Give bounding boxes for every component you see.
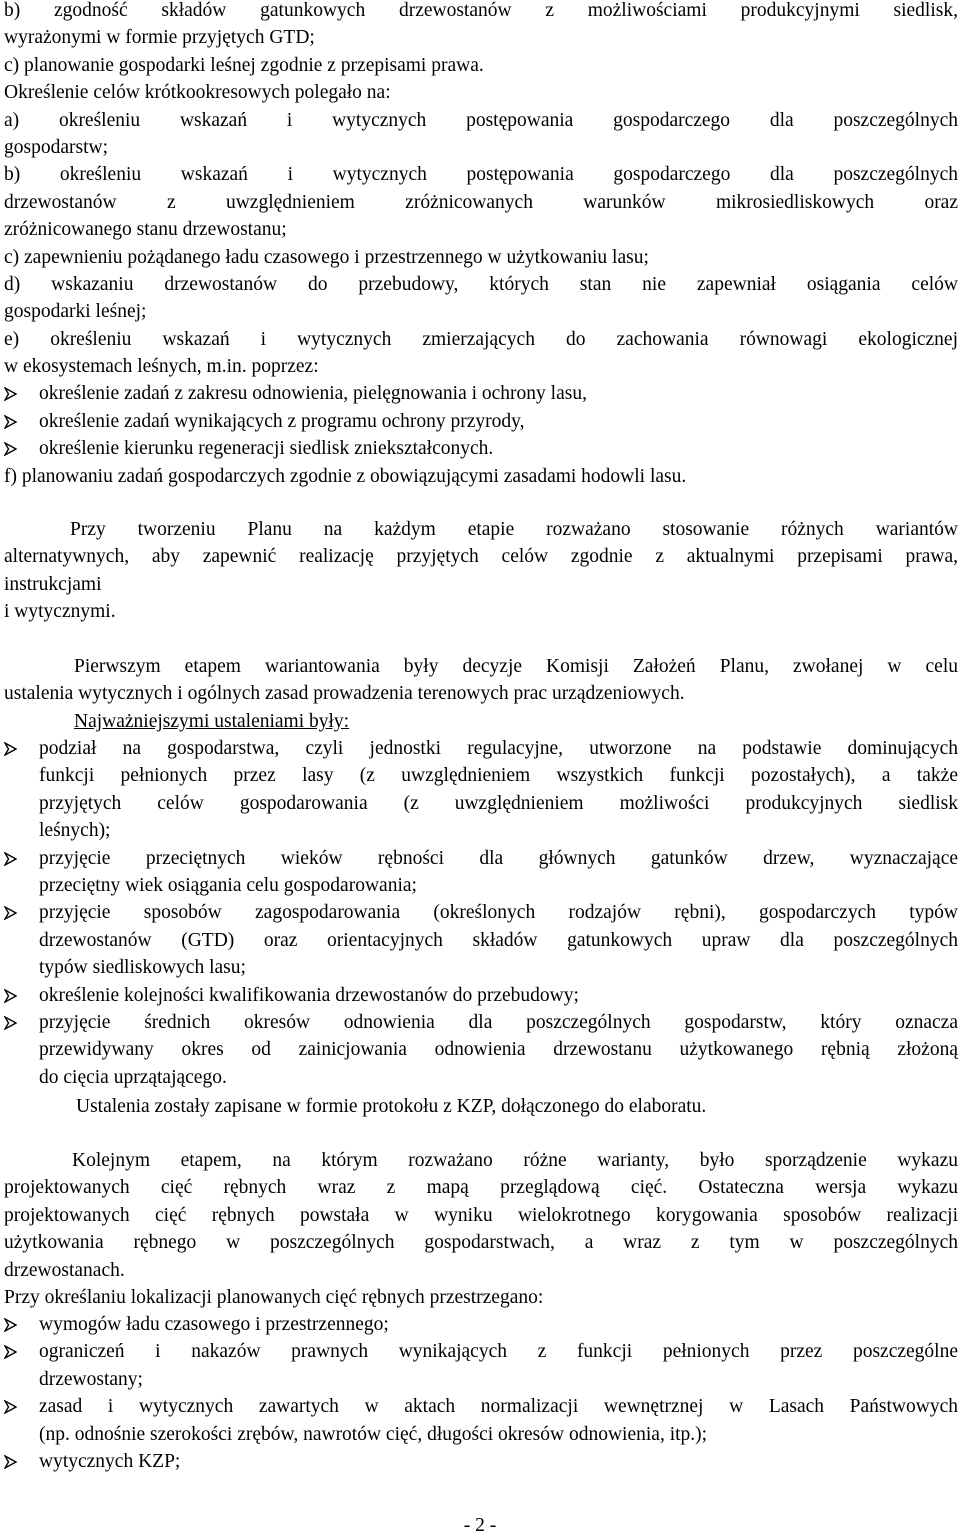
intro-block (4, 0, 958, 490)
list-item-line: do cięcia uprzątającego. (39, 1066, 227, 1088)
text-line: instrukcjami (4, 573, 102, 595)
subheading: Najważniejszymi ustaleniami były: (74, 710, 350, 732)
list-item-line: drzewostany; (39, 1368, 143, 1390)
list-item (4, 735, 958, 845)
text-line: drzewostanach. (4, 1259, 125, 1281)
list-item (4, 1338, 958, 1393)
text-line: Przy tworzeniu Planu na każdym etapie rozważano stosowanie różnych wariantów (70, 519, 958, 540)
list-item-line: (np. odnośnie szerokości zrębów, nawrotów cięć, długości okresów odnowienia, itp.); (39, 1423, 708, 1445)
list-item (4, 845, 958, 900)
list-item (4, 899, 958, 981)
list-item-line: zasad i wytycznych zawartych w aktach normalizacji wewnętrznej w Lasach Państwowych (39, 1396, 958, 1418)
list-item-line: drzewostanów (GTD) oraz orientacyjnych składów gatunkowych upraw dla poszczególnych (39, 929, 958, 951)
bullet-item (4, 435, 958, 462)
bullet-item (4, 380, 958, 407)
list-item (4, 1393, 958, 1448)
text-line: f) planowaniu zadań gospodarczych zgodnie z obowiązującymi zasadami hodowli lasu. (4, 465, 687, 487)
text-line: i wytycznymi. (4, 601, 116, 623)
arrow-bullet-icon (4, 435, 26, 456)
list-item-line: określenie kolejności kwalifikowania drzewostanów do przebudowy; (39, 984, 579, 1006)
text-line: gospodarki leśnej; (4, 301, 147, 323)
list-item-line: przyjęcie sposobów zagospodarowania (określonych rodzajów rębni), gospodarczych typów (39, 902, 958, 924)
text-line: alternatywnych, aby zapewnić realizację przyjętych celów zgodnie z aktualnymi przepisami prawa, (4, 546, 958, 568)
bullet-text: określenie zadań wynikających z programu ochrony przyrody, (39, 410, 525, 432)
list-item-line: leśnych); (39, 820, 111, 842)
text-line: ustalenia wytycznych i ogólnych zasad prowadzenia terenowych prac urządzeniowych. (4, 683, 685, 705)
text-line: wyrażonymi w formie przyjętych GTD; (4, 27, 315, 49)
list-item-line: typów siedliskowych lasu; (39, 957, 246, 979)
arrow-bullet-icon (4, 982, 26, 1003)
text-line: d) wskazaniu drzewostanów do przebudowy, których stan nie zapewniał osiągania celów (4, 273, 958, 295)
protocol-block (4, 1093, 958, 1120)
section-heading: Określenie celów krótkookresowych polegało na: (4, 82, 391, 104)
text-line: c) zapewnieniu pożądanego ładu czasowego i przestrzennego w użytkowaniu lasu; (4, 246, 649, 268)
arrow-bullet-icon (4, 845, 26, 866)
text-line: b) zgodność składów gatunkowych drzewostanów z możliwościami produkcyjnymi siedlisk, (4, 0, 958, 21)
arrow-bullet-icon (4, 899, 26, 920)
kzp-list (4, 735, 958, 1091)
text-line: projektowanych cięć rębnych wraz z mapą przeglądową cięć. Ostateczna wersja wykazu (4, 1177, 958, 1199)
text-line: b) określeniu wskazań i wytycznych postępowania gospodarczego dla poszczególnych (4, 164, 958, 186)
list-item-line: podział na gospodarstwa, czyli jednostki regulacyjne, utworzone na podstawie dominujących (39, 738, 958, 759)
paragraph-cuts (4, 1147, 958, 1311)
list-item-line: przyjętych celów gospodarowania (z uwzględnieniem możliwości produkcyjnych siedlisk (39, 792, 958, 814)
list-item (4, 1009, 958, 1091)
text-line: gospodarstw; (4, 136, 108, 158)
text-line: Pierwszym etapem wariantowania były decyzje Komisji Założeń Planu, zwołanej w celu (74, 656, 958, 677)
list-item-line: funkcji pełnionych przez lasy (z uwzględnieniem wszystkich funkcji pozostałych), a także (39, 765, 958, 787)
list-item-line: ograniczeń i nakazów prawnych wynikających z funkcji pełnionych przez poszczególne (39, 1341, 958, 1363)
arrow-bullet-icon (4, 380, 26, 401)
list-item-line: przyjęcie średnich okresów odnowienia dla poszczególnych gospodarstw, który oznacza (39, 1011, 958, 1033)
arrow-bullet-icon (4, 735, 26, 756)
list-item-line: przyjęcie przeciętnych wieków rębności dla głównych gatunków drzew, wyznaczające (39, 847, 958, 869)
bullet-text: określenie kierunku regeneracji siedlisk zniekształconych. (39, 438, 494, 460)
arrow-bullet-icon (4, 1393, 26, 1414)
text-line: c) planowanie gospodarki leśnej zgodnie z przepisami prawa. (4, 54, 484, 76)
text-line: użytkowania rębnego w poszczególnych gospodarstwach, a wraz z tym w poszczególnych (4, 1232, 958, 1254)
bullet-text: określenie zadań z zakresu odnowienia, pielęgnowania i ochrony lasu, (39, 383, 587, 405)
list-item-line: wytycznych KZP; (39, 1450, 181, 1472)
list-item (4, 1448, 958, 1475)
arrow-bullet-icon (4, 1448, 26, 1469)
arrow-bullet-icon (4, 1311, 26, 1332)
cut-list (4, 1311, 958, 1475)
text-line: drzewostanów z uwzględnieniem zróżnicowanych warunków mikrosiedliskowych oraz (4, 191, 958, 213)
text-line: Przy określaniu lokalizacji planowanych cięć rębnych przestrzegano: (4, 1286, 544, 1308)
text-line: projektowanych cięć rębnych powstała w wyniku wielokrotnego korygowania sposobów realizacji (4, 1204, 958, 1226)
list-item (4, 1311, 958, 1338)
list-item-line: wymogów ładu czasowego i przestrzennego; (39, 1314, 389, 1335)
text-line: e) określeniu wskazań i wytycznych zmierzających do zachowania równowagi ekologicznej (4, 328, 958, 350)
paragraph-variants (4, 516, 958, 626)
list-item-line: przeciętny wiek osiągania celu gospodarowania; (39, 874, 417, 896)
text-line: w ekosystemach leśnych, m.in. poprzez: (4, 356, 319, 378)
text-line: Kolejnym etapem, na którym rozważano różne warianty, było sporządzenie wykazu (72, 1150, 958, 1171)
page-number: - 2 - (463, 1515, 497, 1536)
arrow-bullet-icon (4, 1338, 26, 1359)
paragraph-kzp (4, 653, 958, 735)
arrow-bullet-icon (4, 1009, 26, 1030)
text-line: zróżnicowanego stanu drzewostanu; (4, 219, 287, 241)
bullet-item (4, 408, 958, 435)
text-line: Ustalenia zostały zapisane w formie protokołu z KZP, dołączonego do elaboratu. (76, 1096, 707, 1117)
list-item (4, 982, 958, 1009)
text-line: a) określeniu wskazań i wytycznych postępowania gospodarczego dla poszczególnych (4, 109, 958, 131)
list-item-line: przewidywany okres od zainicjowania odnowienia drzewostanu użytkowanego rębnią złożoną (39, 1039, 958, 1061)
arrow-bullet-icon (4, 408, 26, 429)
